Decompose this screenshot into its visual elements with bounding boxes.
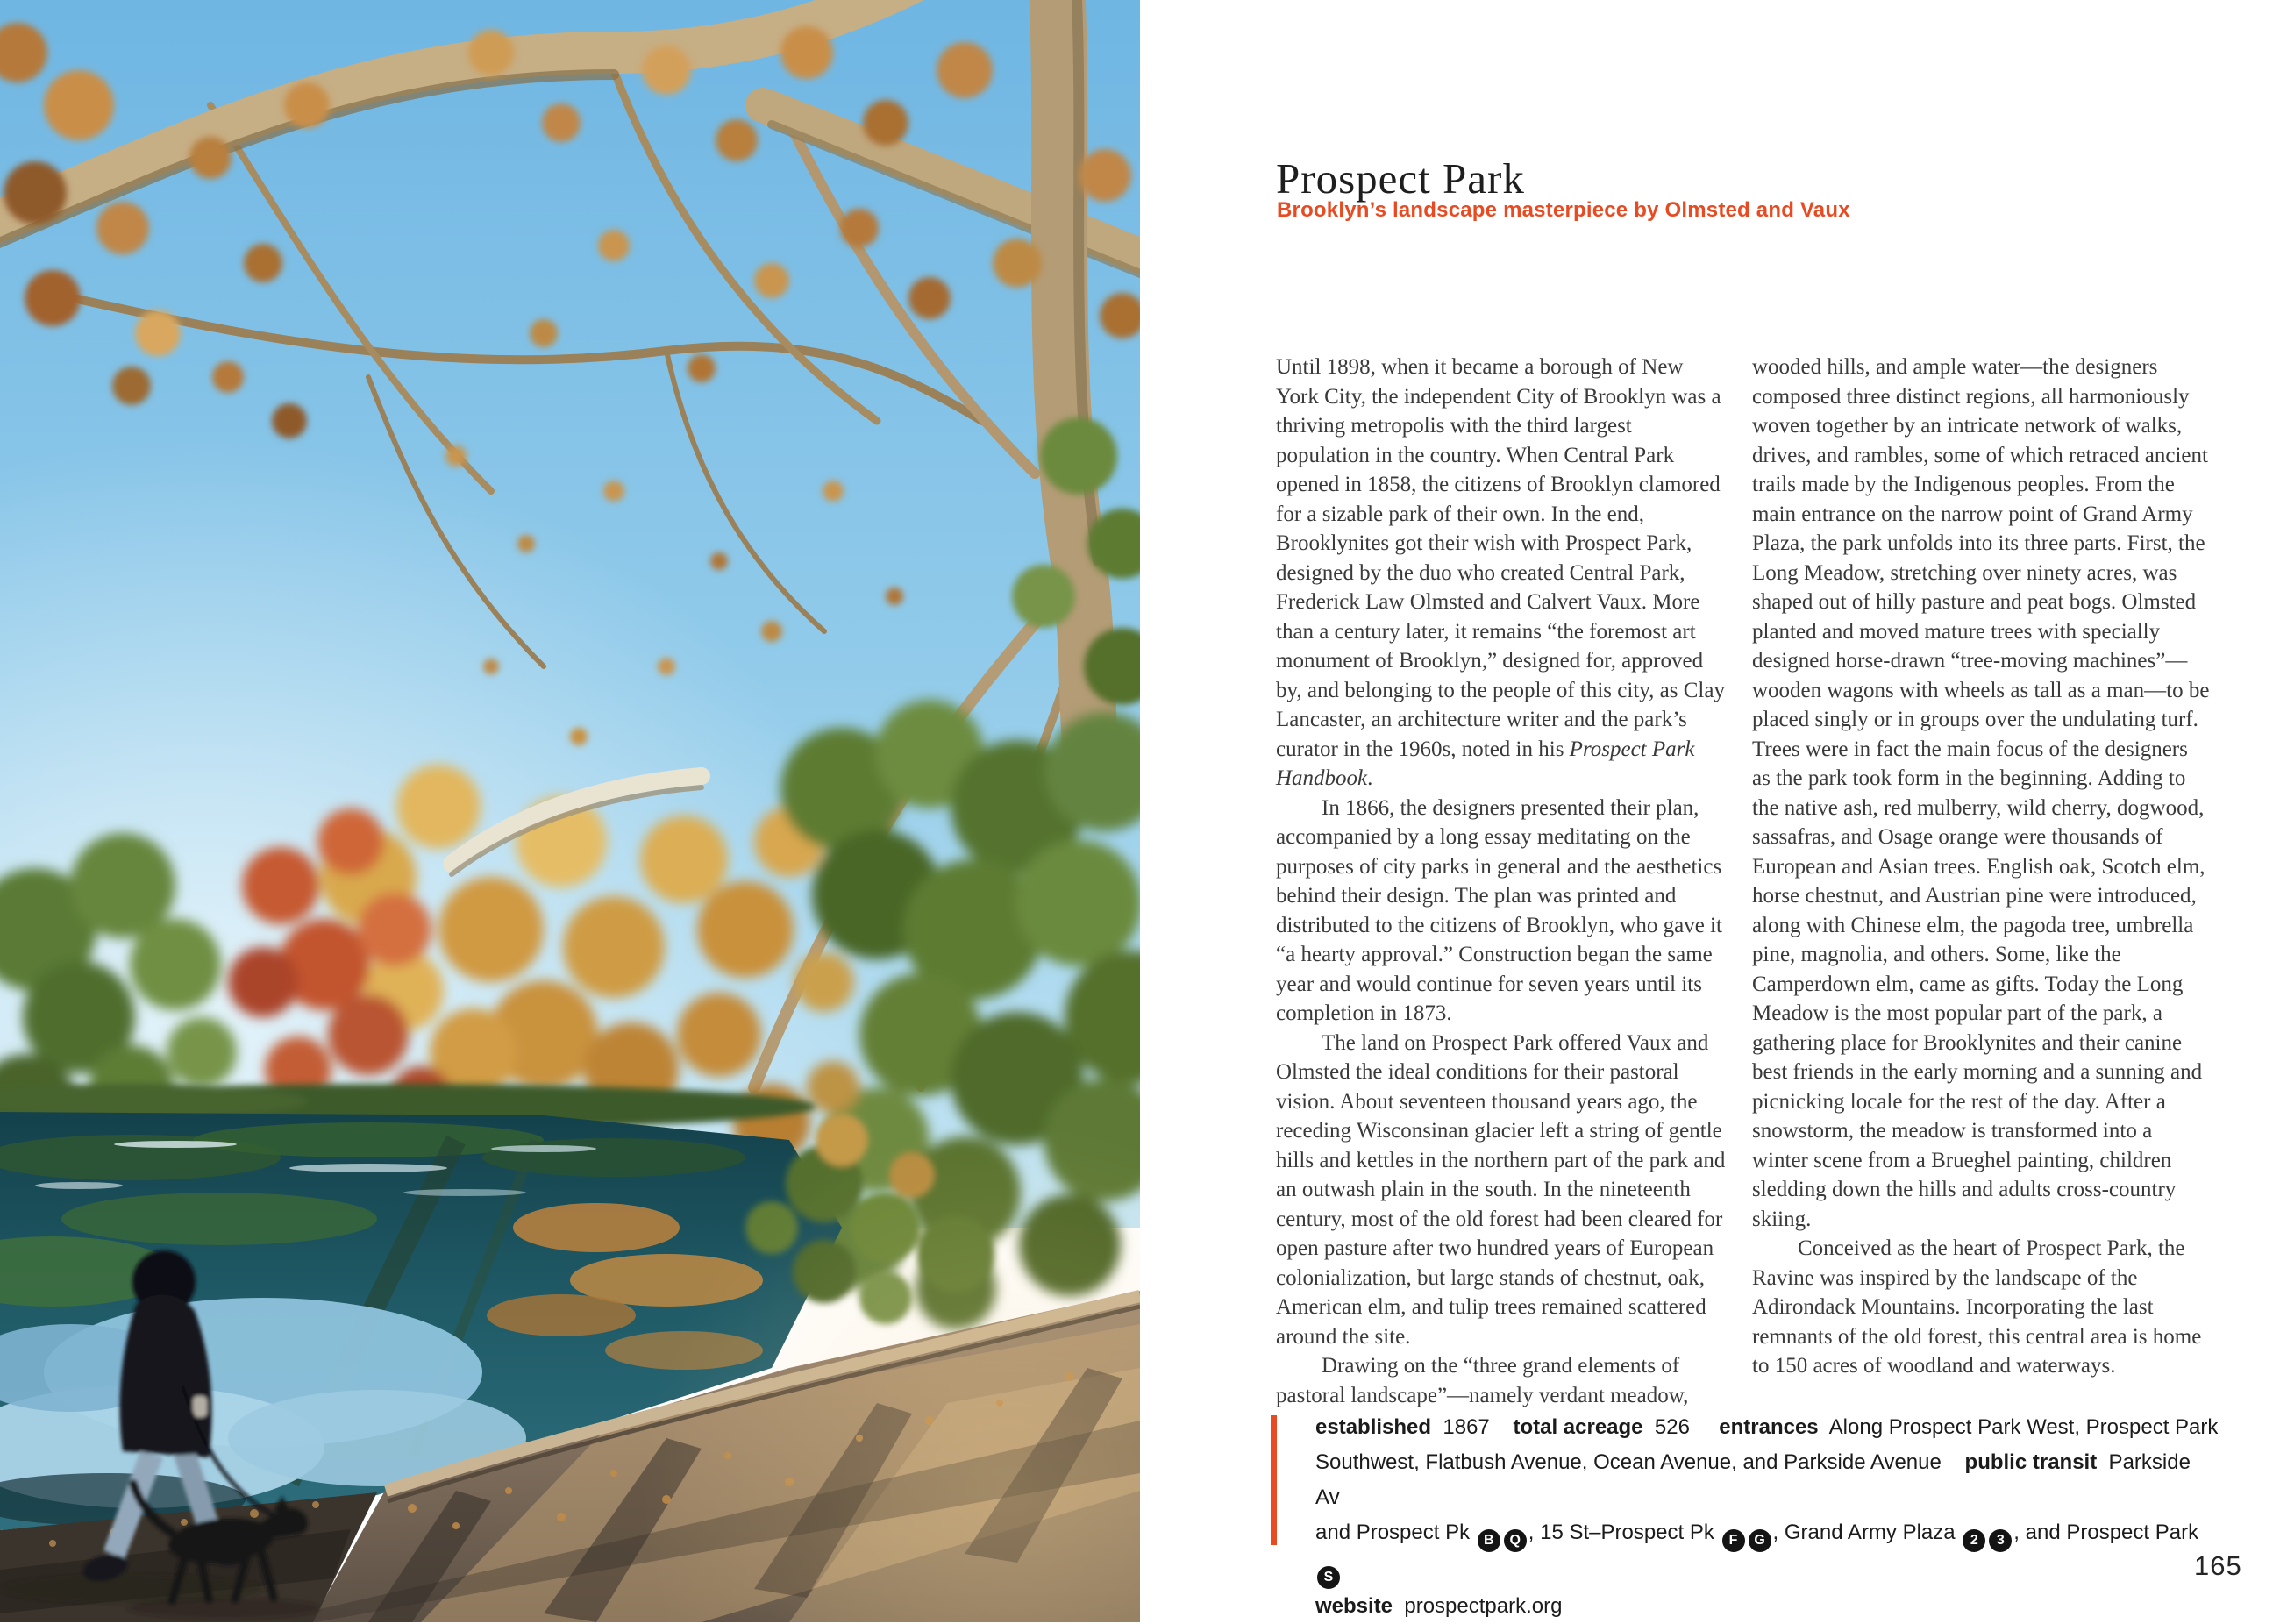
info-value: 526: [1642, 1415, 1720, 1439]
park-photo: [0, 0, 1140, 1622]
subway-badge-g: G: [1749, 1529, 1771, 1552]
paragraph: [1276, 353, 1728, 794]
info-value: Along Prospect Park West, Prospect Park: [1818, 1415, 2219, 1439]
subway-badge-b: B: [1478, 1529, 1500, 1552]
info-line: [1315, 1410, 2219, 1445]
info-label: website: [1315, 1594, 1393, 1618]
paragraph: Conceived as the heart of Prospect Park, the Ravine was inspired by the landscape of the Adirondack Mountains. Incorporating the last remnants of the old forest, this central area is home to 150 acres of woodland and waterways.: [1752, 1236, 2202, 1378]
info-value: , Grand Army Plaza: [1772, 1521, 1962, 1544]
subway-badge-2: 2: [1963, 1529, 1985, 1552]
info-value: , 15 St–Prospect Pk: [1528, 1521, 1721, 1544]
photo-dog-shadow: [127, 1598, 320, 1619]
info-block: [1315, 1410, 2219, 1624]
paragraph-text: .: [1367, 766, 1373, 790]
info-label: total acreage: [1513, 1415, 1643, 1439]
paragraph-text: Until 1898, when it became a borough of New York City, the independent City of Brooklyn was a thriving metropolis with the third largest population in the country. When Central Park opened in 1858, the citizens of Brooklyn clamored for a sizable park of their own. In the end, Brooklynites got their wish with Prospect Park, designed by the duo who created Central Park, Frederick Law Olmsted and Calvert Vaux. More than a century later, it remains “the foremost art monument of Brooklyn,” designed for, approved by, and belonging to the people of this city, as Clay Lancaster, an architecture writer and the park’s curator in the 1960s, noted in his: [1276, 355, 1725, 761]
info-label: established: [1315, 1415, 1432, 1439]
info-value: prospectpark.org: [1393, 1594, 1563, 1618]
paragraph: The land on Prospect Park offered Vaux and Olmsted the ideal conditions for their pastoral vision. About seventeen thousand years ago, the receding Wisconsinan glacier left a string of gentle hills and kettles in the northern part of the park and an outwash plain in the south. In the nineteenth century, most of the old forest had been cleared for open pasture after two hundred years of European colonialization, but large stands of chestnut, oak, American elm, and tulip trees remained scattered around the site.: [1276, 1030, 1726, 1349]
info-value: Parkside Av: [1315, 1450, 2196, 1509]
info-block-lines: [1315, 1410, 2219, 1624]
book-title-italic: Prospect Park Handbook: [1276, 737, 1695, 790]
subway-badge-f: F: [1722, 1529, 1745, 1552]
subway-badge-s: S: [1317, 1566, 1340, 1589]
info-value: and Prospect Pk: [1315, 1521, 1476, 1544]
article-column-left: [1276, 353, 1728, 1410]
info-accent-bar: [1271, 1415, 1277, 1545]
paragraph: Drawing on the “three grand elements of pastoral landscape”—namely verdant meadow,: [1276, 1354, 1689, 1407]
paragraph: In 1866, the designers presented their plan, accompanied by a long essay meditating on the purposes of city parks in general and the aesthetics behind their design. The plan was printed and distributed to the citizens of Brooklyn, who gave it “a hearty approval.” Construction began the same year and would continue for seven years until its completion in 1873.: [1276, 795, 1722, 1025]
subway-badge-q: Q: [1504, 1529, 1527, 1552]
info-value: Southwest, Flatbush Avenue, Ocean Avenue, and Parkside Avenue: [1315, 1450, 1965, 1474]
info-value: , and Prospect Park: [2013, 1521, 2205, 1544]
page-number: 165: [2194, 1550, 2242, 1581]
info-line: [1315, 1515, 2219, 1589]
info-label: public transit: [1964, 1450, 2098, 1474]
info-value: 1867: [1431, 1415, 1514, 1439]
subway-badge-3: 3: [1989, 1529, 2012, 1552]
page-title: Prospect Park: [1276, 153, 1525, 203]
info-line: [1315, 1445, 2219, 1515]
paragraph: wooded hills, and ample water—the designers composed three distinct regions, all harmoniously woven together by an intricate network of walks, drives, and rambles, some of which retraced ancient trails made by the Indigenous peoples. From the main entrance on the narrow point of Grand Army Plaza, the park unfolds into its three parts. First, the Long Meadow, stretching over ninety acres, was shaped out of hilly pasture and peat bogs. Olmsted planted and moved mature trees with specially designed horse-drawn “tree-moving machines”—wooden wagons with wheels as tall as a man—to be placed singly or in groups over the undulating turf. Trees were in fact the main focus of the designers as the park took form in the beginning. Adding to the native ash, red mulberry, wild cherry, dogwood, sassafras, and Osage orange were thousands of European and Asian trees. English oak, Scotch elm, horse chestnut, and Austrian pine were introduced, along with Chinese elm, the pagoda tree, umbrella pine, magnolia, and others. Some, like the Camperdown elm, came as gifts. Today the Long Meadow is the most popular part of the park, a gathering place for Brooklynites and their canine best friends in the early morning and a sunning and picnicking locale for the rest of the day. After a snowstorm, the meadow is transformed into a winter scene from a Brueghel painting, children sledding down the hills and adults cross-country skiing.: [1752, 355, 2210, 1231]
info-line: [1315, 1589, 2219, 1624]
page-subtitle: Brooklyn’s landscape masterpiece by Olmsted and Vaux: [1277, 198, 1850, 222]
article-column-right: [1752, 353, 2210, 1381]
info-label: entrances: [1719, 1415, 1819, 1439]
